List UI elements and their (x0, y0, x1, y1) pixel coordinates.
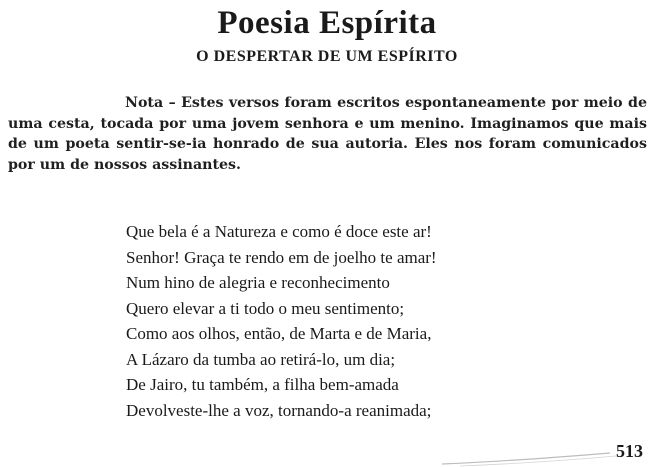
poem-verse: Quero elevar a ti todo o meu sentimento; (126, 298, 405, 318)
page-number: 513 (616, 441, 643, 461)
poem-verse: A Lázaro da tumba ao retirá-lo, um dia; (126, 349, 396, 369)
decorative-swash (440, 452, 620, 467)
poem-verse: Devolveste-lhe a voz, tornando-a reanimada; (126, 400, 432, 420)
editor-note (8, 93, 647, 175)
poem-verse: De Jairo, tu também, a filha bem-amada (126, 375, 399, 394)
poem-verse: Num hino de alegria e reconhecimento (126, 273, 390, 292)
page-title: Poesia Espírita (217, 5, 437, 41)
poem-verse: Senhor! Graça te rendo em de joelho te amar! (126, 247, 437, 267)
note-line: de um poeta sentir-se-ia honrado de sua autoria. Eles nos foram comunicados (8, 136, 647, 152)
note-line: por um de nossos assinantes. (8, 156, 241, 173)
note-line: uma cesta, tocada por uma jovem senhora e um menino. Imaginamos que mais (8, 115, 647, 132)
poem-verse: Como aos olhos, então, de Marta e de Maria, (126, 324, 432, 343)
poem-stanza (126, 219, 437, 423)
poem-verse: Que bela é a Natureza e como é doce este ar! (126, 222, 432, 241)
note-line: Nota – Estes versos foram escritos espontaneamente por meio de (125, 95, 647, 111)
poem-subtitle: O DESPERTAR DE UM ESPÍRITO (196, 48, 458, 65)
